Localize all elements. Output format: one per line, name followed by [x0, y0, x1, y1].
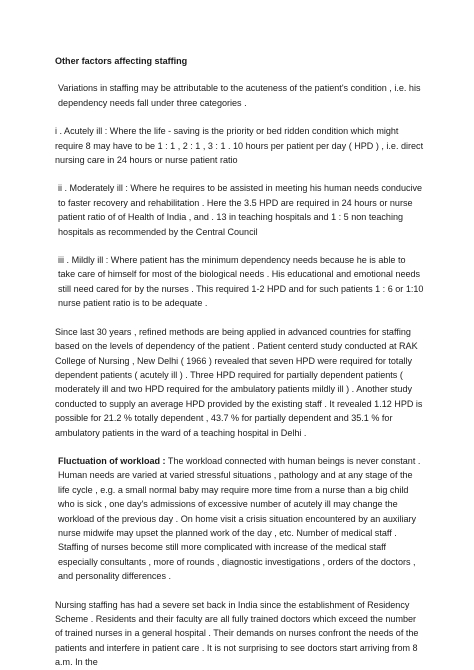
paragraph-acutely-ill: i . Acutely ill : Where the life - saving is the priority or bed ridden condition which might require 8 may have to be 1 : 1 , 2 : 1 , 3 : 1 . 10 hours per patient per day ( HPD ) , i.e. direct nursing care in 24 hours or nurse patient ratio	[55, 126, 424, 166]
paragraph-mildly-ill: iii . Mildly ill : Where patient has the minimum dependency needs because he is able to take care of himself for most of the biological needs . His educational and emotional needs still need cared for by the nurses . This required 1-2 HPD and for such patients 1 : 6 or 1:10 nurse patient ratio is to be adequate .	[58, 255, 424, 309]
paragraph-fluctuation-of-workload	[55, 454, 424, 584]
fluctuation-label: Fluctuation of workload :	[58, 455, 166, 466]
paragraph-dependency-study: Since last 30 years , refined methods are being applied in advanced countries for staffing based on the levels of dependency of the patient . Patient centerd study conducted at RAK College of Nursing , New Delhi ( 1966 ) revealed that seven HPD were required for totally dependent patients ( acutely ill ) . Three HPD required for partially dependent patients ( moderately ill and two HPD required for the ambulatory patients mildly ill ) . Another study conducted to supply an average HPD provided by the existing staff . It revealed 1.12 HPD is possible for 21.2 % totally dependent , 43.7 % for partially dependent and 35.1 % for ambulatory patients in the ward of a teaching hospital in Delhi .	[55, 326, 423, 438]
fluctuation-text: The workload connected with human beings is never constant . Human needs are varied at varied stressful situations , pathology and at any stage of the life cycle , e.g. a small normal baby may require more time from a nurse than a big child who is sick , one day's admissions of excessive number of acutely ill may change the workload of the previous day . On home visit a crisis situation encountered by an auxiliary nurse midwife may upset the planned work of the day , etc. Number of medical staff . Staffing of nurses become still more complicated with increase of the medical staff especially consultants , more of rounds , diagnostic investigations , orders of the doctors , and personality differences .	[58, 455, 421, 582]
section-heading: Other factors affecting staffing	[55, 56, 188, 66]
paragraph-intro: Variations in staffing may be attributable to the acuteness of the patient's condition , i.e. his dependency needs fall under three categories .	[58, 83, 421, 108]
paragraph-moderately-ill: ii . Moderately ill : Where he requires to be assisted in meeting his human needs conducive to faster recovery and rehabilitation . Here the 3.5 HPD are required in 24 hours or nurse patient ratio of of Health of India , and . 13 in teaching hospitals and 1 : 5 non teaching hospitals as recommended by the Central Council	[58, 183, 423, 237]
paragraph-residency-scheme: Nursing staffing has had a severe set back in India since the establishment of Residency Scheme . Residents and their faculty are all fully trained doctors which exceed the number of trained nurses in a general hospital . Their demands on nurses confront the needs of the patients and interfere in patient care . It is not surprising to see doctors start arriving from 8 a.m. In the	[55, 599, 419, 668]
